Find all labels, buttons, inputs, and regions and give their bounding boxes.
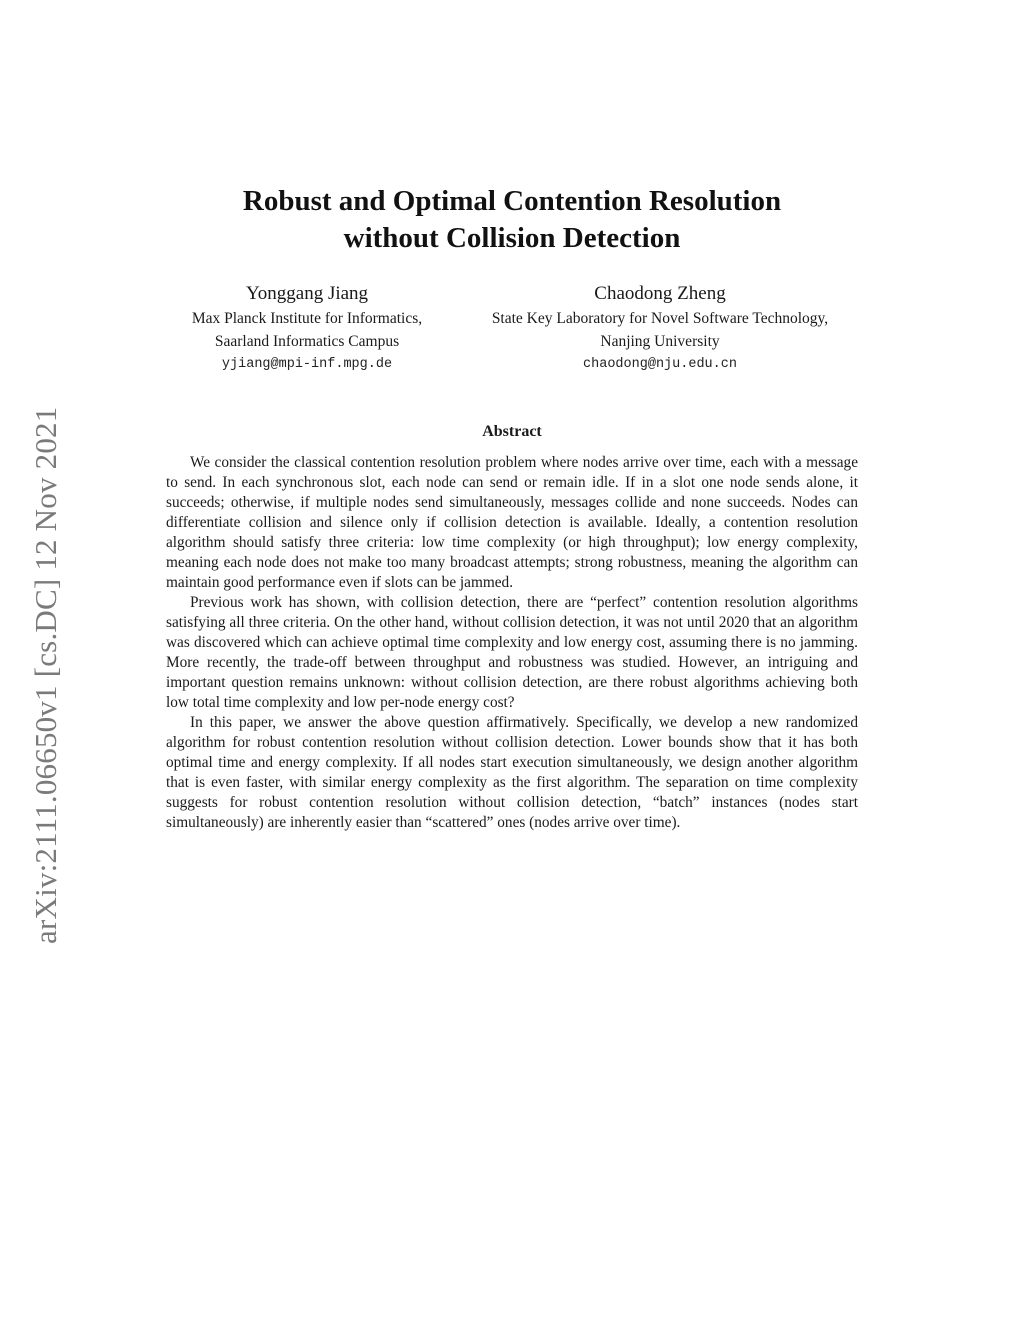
title-line-1: Robust and Optimal Contention Resolution — [242, 185, 782, 217]
author-affiliation: Saarland Informatics Campus — [214, 333, 400, 350]
arxiv-identifier: arXiv:2111.06650v1 [cs.DC] 12 Nov 2021 — [28, 406, 63, 944]
author-block-1 — [157, 282, 457, 376]
author-block-2 — [470, 282, 850, 376]
author-affiliation: Max Planck Institute for Informatics, — [191, 310, 423, 327]
title-line-2: without Collision Detection — [343, 222, 681, 254]
author-affiliation: State Key Laboratory for Novel Software Technology, — [491, 310, 829, 327]
author-email[interactable]: yjiang@mpi-inf.mpg.de — [221, 357, 393, 372]
author-name: Yonggang Jiang — [245, 283, 369, 304]
paper-title — [0, 183, 1024, 257]
author-email[interactable]: chaodong@nju.edu.cn — [583, 357, 737, 372]
abstract-paragraph: We consider the classical contention resolution problem where nodes arrive over time, each with a message to send. In each synchronous slot, each node can send or remain idle. If in a slot one node sends alone, it succeeds; otherwise, if multiple nodes send simultaneously, messages collide and none succeeds. Nodes can differentiate collision and silence only if collision detection is available. Ideally, a contention resolution algorithm should satisfy three criteria: low time complexity (or high throughput); low energy complexity, meaning each node does not make too many broadcast attempts; strong robustness, meaning the algorithm can maintain good performance even if slots can be jammed. — [166, 454, 858, 591]
abstract-paragraph: In this paper, we answer the above question affirmatively. Specifically, we develop a new randomized algorithm for robust contention resolution without collision detection. Lower bounds show that it has both optimal time and energy complexity. If all nodes start execution simultaneously, we design another algorithm that is even faster, with similar energy complexity as the first algorithm. The separation on time complexity suggests for robust contention resolution without collision detection, “batch” instances (nodes start simultaneously) are inherently easier than “scattered” ones (nodes arrive over time). — [166, 714, 858, 831]
author-name: Chaodong Zheng — [594, 283, 726, 304]
author-affiliation: Nanjing University — [600, 333, 720, 350]
abstract-heading: Abstract — [482, 423, 542, 440]
abstract-body — [166, 453, 858, 833]
abstract-paragraph: Previous work has shown, with collision detection, there are “perfect” contention resolution algorithms satisfying all three criteria. On the other hand, without collision detection, it was not until 2020 that an algorithm was discovered which can achieve optimal time complexity and low energy cost, assuming there is no jamming. More recently, the trade-off between throughput and robustness was studied. However, an intriguing and important question remains unknown: without collision detection, are there robust algorithms achieving both low total time complexity and low per-node energy cost? — [166, 594, 858, 711]
